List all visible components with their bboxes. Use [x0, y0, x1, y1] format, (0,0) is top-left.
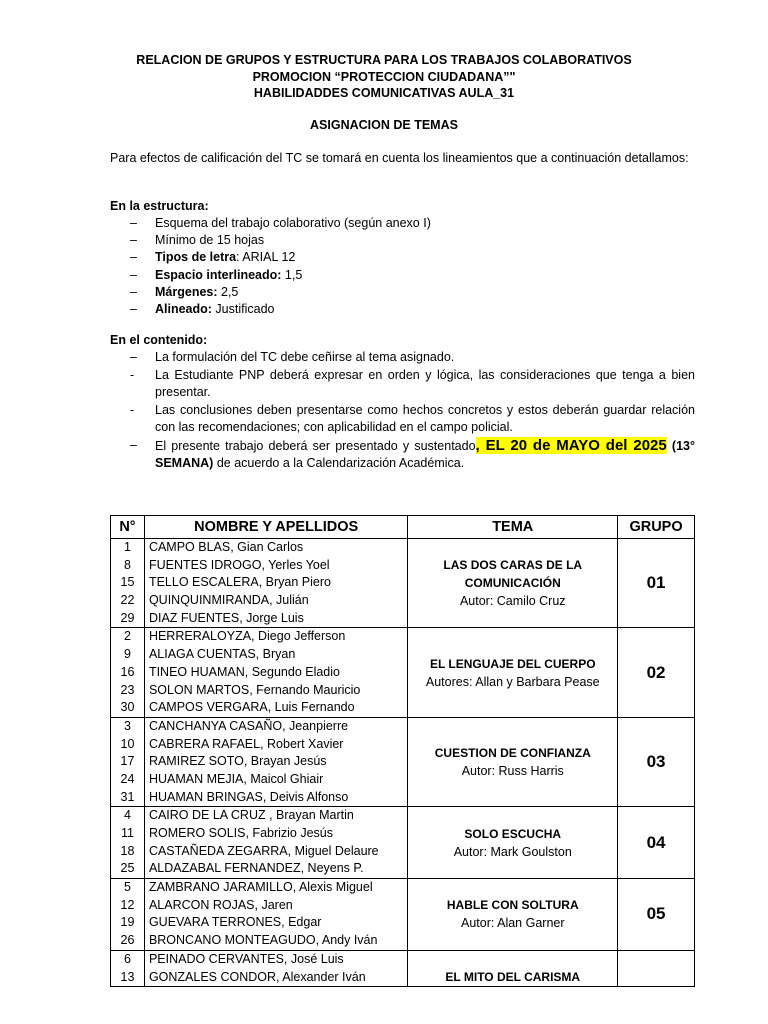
table-row	[111, 807, 695, 879]
student-name: CAIRO DE LA CRUZ , Brayan Martin	[148, 808, 354, 823]
structure-item	[110, 267, 695, 284]
bullet-dash: –	[130, 302, 137, 317]
student-number: 31	[120, 789, 135, 804]
student-number: 18	[120, 843, 135, 858]
table-row	[111, 950, 695, 986]
structure-item	[110, 215, 695, 232]
student-number: 13	[120, 969, 135, 984]
table-row	[111, 717, 695, 806]
topic-title: EL MITO DEL CARISMA	[445, 970, 581, 985]
content-item	[110, 349, 695, 366]
deadline-date-highlight: , EL 20 de MAYO del 2025	[475, 437, 667, 454]
student-number: 26	[120, 933, 135, 948]
bullet-dash: –	[130, 284, 137, 299]
student-number: 22	[120, 593, 135, 608]
content-item-text: Las conclusiones deben presentarse como hechos concretos y estos deberán guardar relación con las recomendaciones; con aplicabilidad en el campo policial.	[155, 403, 695, 434]
topic-cell	[408, 717, 618, 806]
student-name: BRONCANO MONTEAGUDO, Andy Iván	[148, 933, 378, 948]
student-name: ALDAZABAL FERNANDEZ, Neyens P.	[148, 861, 364, 876]
student-numbers	[111, 628, 145, 717]
structure-item-text: 2,5	[217, 284, 239, 299]
content-item-deadline	[110, 437, 695, 472]
topic-title: HABLE CON SOLTURA	[446, 898, 579, 913]
student-number: 24	[120, 771, 135, 786]
student-number: 9	[123, 647, 131, 662]
student-number: 17	[120, 754, 135, 769]
student-number: 11	[120, 826, 134, 840]
student-name: TELLO ESCALERA, Bryan Piero	[148, 575, 331, 590]
structure-item-label: Espacio interlineado:	[155, 267, 282, 282]
structure-item-text: : ARIAL 12	[236, 250, 296, 265]
student-number: 15	[120, 575, 135, 590]
table-row	[111, 628, 695, 717]
topic-cell	[408, 879, 618, 951]
content-item	[110, 402, 695, 436]
bullet-dash: –	[130, 216, 137, 230]
structure-item-text: Mínimo de 15 hojas	[155, 233, 265, 248]
intro-paragraph: Para efectos de calificación del TC se tomará en cuenta los lineamientos que a continuación detallamos:	[110, 151, 689, 165]
content-item	[110, 367, 695, 401]
student-name: ZAMBRANO JARAMILLO, Alexis Miguel	[148, 880, 373, 895]
topic-title: EL LENGUAJE DEL CUERPO	[429, 656, 596, 671]
bullet-dash: -	[130, 368, 135, 382]
table-header-row	[111, 516, 695, 539]
topic-title: CUESTION DE CONFIANZA	[434, 746, 591, 761]
student-name: ALIAGA CUENTAS, Bryan	[148, 647, 296, 662]
structure-item	[110, 232, 695, 249]
group-number: 03	[618, 717, 695, 806]
topic-author: Autor: Mark Goulston	[453, 844, 572, 859]
structure-title: En la estructura:	[110, 199, 209, 213]
student-names	[144, 879, 408, 951]
student-name: PEINADO CERVANTES, José Luis	[148, 951, 344, 966]
student-number: 23	[120, 682, 135, 697]
student-number: 30	[120, 700, 135, 715]
student-name: DIAZ FUENTES, Jorge Luis	[148, 610, 304, 625]
student-numbers	[111, 879, 145, 951]
header-name: NOMBRE Y APELLIDOS	[144, 516, 408, 539]
student-names	[144, 628, 408, 717]
student-numbers	[111, 950, 145, 986]
groups-table	[110, 515, 695, 987]
deadline-week: (13° SEMANA)	[155, 439, 695, 470]
document-subtitle: ASIGNACION DE TEMAS	[310, 118, 458, 132]
structure-list	[110, 215, 695, 318]
student-number: 8	[123, 557, 131, 572]
structure-item	[110, 249, 695, 266]
structure-item-label: Tipos de letra	[155, 250, 237, 265]
bullet-dash: -	[130, 403, 135, 417]
content-item-text: La Estudiante PNP deberá expresar en orden y lógica, las consideraciones que tenga a bien presentar.	[155, 368, 695, 399]
student-number: 4	[123, 808, 131, 823]
student-name: QUINQUINMIRANDA, Julián	[148, 593, 309, 608]
student-name: CANCHANYA CASAÑO, Jeanpierre	[148, 718, 349, 733]
table-row	[111, 879, 695, 951]
structure-item-label: Alineado:	[155, 302, 212, 317]
topic-cell	[408, 807, 618, 879]
bullet-dash: –	[130, 233, 137, 248]
group-number	[618, 950, 695, 986]
bullet-dash: –	[130, 350, 137, 364]
student-number: 2	[123, 629, 131, 644]
bullet-dash: –	[130, 438, 137, 452]
student-number: 12	[120, 897, 135, 912]
student-number: 3	[123, 718, 131, 733]
document-header	[0, 52, 768, 102]
bullet-dash: –	[130, 250, 137, 265]
structure-item	[110, 284, 695, 301]
student-name: FUENTES IDROGO, Yerles Yoel	[148, 557, 330, 572]
student-number: 16	[120, 664, 135, 679]
structure-item-text: Justificado	[211, 302, 275, 317]
student-number: 29	[120, 610, 135, 625]
student-number: 1	[123, 540, 131, 554]
bullet-dash: –	[130, 267, 137, 282]
content-title: En el contenido:	[110, 333, 208, 347]
student-numbers	[111, 539, 145, 628]
topic-cell	[408, 628, 618, 717]
topic-author: Autores: Allan y Barbara Pease	[425, 674, 600, 689]
student-numbers	[111, 717, 145, 806]
student-name: TINEO HUAMAN, Segundo Eladio	[148, 664, 340, 679]
table-row	[111, 539, 695, 628]
group-number: 01	[618, 539, 695, 628]
student-number: 6	[123, 951, 131, 966]
topic-author: Autor: Camilo Cruz	[459, 594, 566, 609]
structure-item-text: 1,5	[281, 267, 303, 282]
group-number: 04	[618, 807, 695, 879]
student-number: 5	[123, 880, 131, 895]
group-number: 02	[618, 628, 695, 717]
deadline-text-end: de acuerdo a la Calendarización Académica.	[213, 456, 465, 470]
student-name: GONZALES CONDOR, Alexander Iván	[148, 969, 366, 984]
structure-item-label: Márgenes:	[155, 284, 218, 299]
topic-title: SOLO ESCUCHA	[464, 826, 562, 841]
content-item-text: La formulación del TC debe ceñirse al tema asignado.	[155, 350, 455, 364]
header-line-3: HABILIDADDES COMUNICATIVAS AULA_31	[253, 86, 515, 100]
student-name: RAMIREZ SOTO, Brayan Jesús	[148, 754, 327, 769]
student-name: HUAMAN MEJIA, Maicol Ghiair	[148, 771, 324, 786]
student-name: HUAMAN BRINGAS, Deivis Alfonso	[148, 789, 349, 804]
student-number: 19	[120, 915, 135, 930]
student-name: CABRERA RAFAEL, Robert Xavier	[148, 736, 344, 751]
student-number: 25	[120, 861, 135, 876]
student-names	[144, 539, 408, 628]
header-number: N°	[111, 516, 145, 539]
student-name: ROMERO SOLIS, Fabrizio Jesús	[148, 826, 334, 840]
header-line-1: RELACION DE GRUPOS Y ESTRUCTURA PARA LOS TRABAJOS COLABORATIVOS	[136, 53, 632, 67]
student-name: SOLON MARTOS, Fernando Mauricio	[148, 682, 361, 697]
header-topic: TEMA	[408, 516, 618, 539]
structure-item-text: Esquema del trabajo colaborativo (según anexo I)	[155, 216, 431, 230]
header-line-2: PROMOCION “PROTECCION CIUDADANA”"	[252, 69, 516, 84]
deadline-text: El presente trabajo deberá ser presentado y sustentado	[155, 439, 476, 453]
student-name: GUEVARA TERRONES, Edgar	[148, 915, 322, 930]
student-name: CAMPO BLAS, Gian Carlos	[148, 540, 304, 554]
group-number: 05	[618, 879, 695, 951]
student-name: ALARCON ROJAS, Jaren	[148, 897, 293, 912]
topic-cell	[408, 539, 618, 628]
topic-author: Autor: Russ Harris	[461, 764, 564, 779]
structure-item	[110, 301, 695, 318]
student-names	[144, 807, 408, 879]
student-numbers	[111, 807, 145, 879]
student-names	[144, 950, 408, 986]
topic-title: LAS DOS CARAS DE LA COMUNICACIÓN	[443, 558, 583, 591]
header-group: GRUPO	[618, 516, 695, 539]
student-number: 10	[120, 736, 135, 751]
student-name: CAMPOS VERGARA, Luis Fernando	[148, 700, 355, 715]
topic-author: Autor: Alan Garner	[460, 916, 565, 931]
student-names	[144, 717, 408, 806]
topic-cell	[408, 950, 618, 986]
content-list	[110, 349, 695, 473]
student-name: CASTAÑEDA ZEGARRA, Miguel Delaure	[148, 843, 379, 858]
student-name: HERRERALOYZA, Diego Jefferson	[148, 629, 346, 644]
